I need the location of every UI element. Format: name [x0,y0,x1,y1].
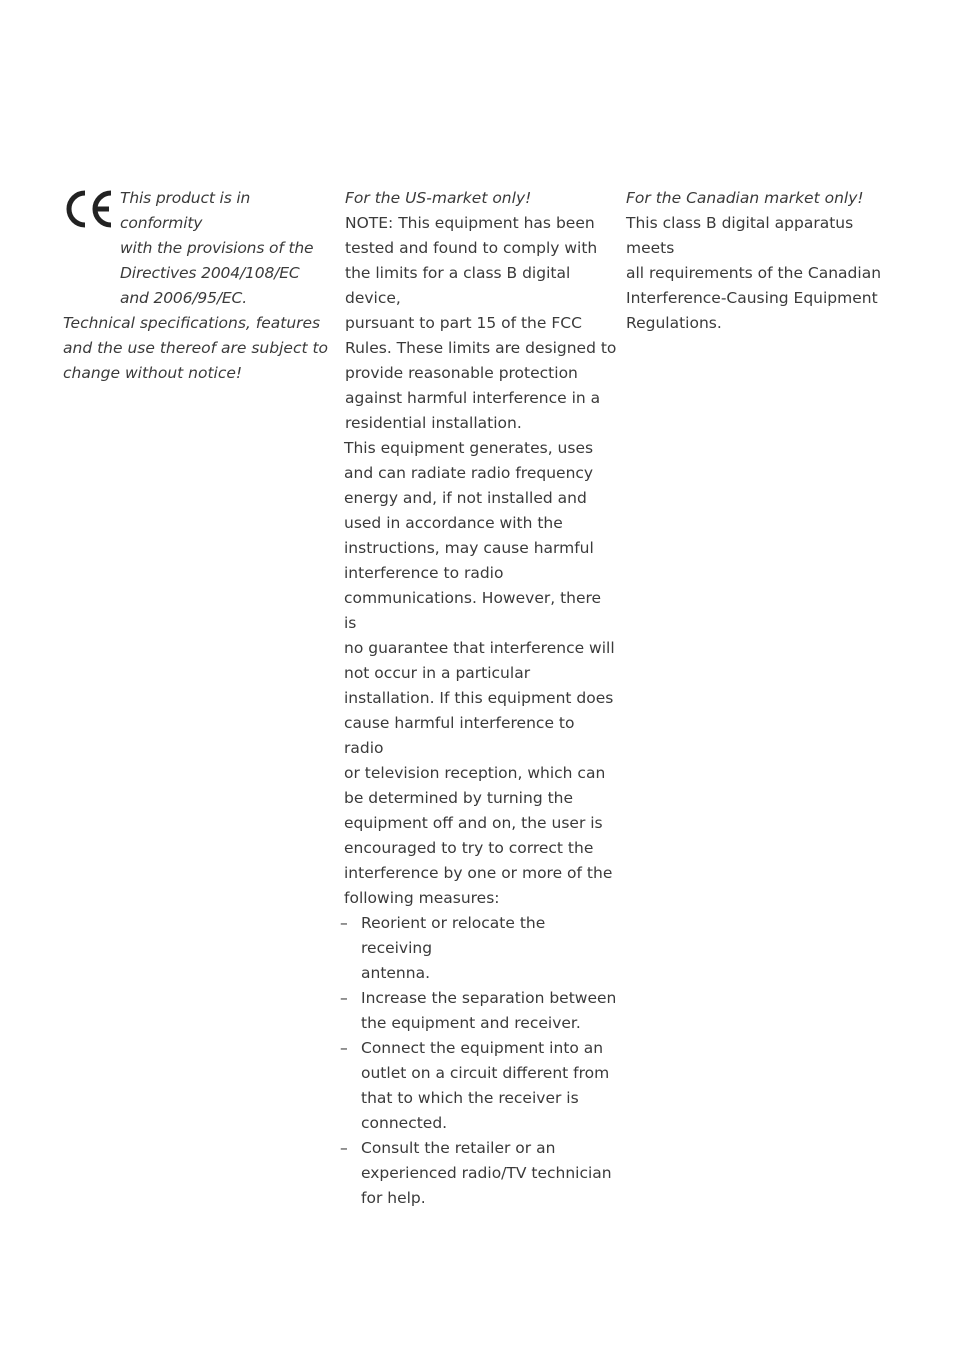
left-column [63,186,331,386]
bullet-dash: – [340,914,348,932]
bullet-dash: – [340,1139,348,1157]
fcc-note-paragraph: NOTE: This equipment has been tested and found to comply with the limits for a class B digital device, pursuant to part 15 of the FCC Rules. These limits are designed to provide reasonable protection against harmful interference in a residential installation. [345,214,617,432]
conformity-statement: This product is in conformity with the provisions of the Directives 2004/108/EC and 2006/95/EC. [120,189,314,307]
measure-text: Increase the separation between the equipment and receiver. [361,989,617,1032]
measure-text: Consult the retailer or an experienced radio/TV technician for help. [361,1139,612,1207]
canadian-market-heading: For the Canadian market only! [626,189,864,207]
ce-mark-icon [63,189,115,229]
measure-text: Connect the equipment into an outlet on a circuit different from that to which the receiver is connected. [361,1039,610,1132]
canadian-compliance-paragraph: This class B digital apparatus meets all requirements of the Canadian Interference-Causing Equipment Regulations. [626,214,882,332]
list-item [340,911,617,986]
list-item [340,1136,617,1211]
interference-paragraph: This equipment generates, uses and can radiate radio frequency energy and, if not installed and used in accordance with the instructions, may cause harmful interference to radio communications. However, there is no guarantee that interference will not occur in a particular installation. If this equipment does cause harmful interference to radio or television reception, which can be determined by turning the equipment off and on, the user is encouraged to try to correct the interference by one or more of the following measures: [344,439,615,907]
us-market-heading: For the US-market only! [345,189,532,207]
list-item [340,986,617,1036]
measure-text: Reorient or relocate the receiving antenna. [361,914,546,982]
change-notice: Technical specifications, features and the use thereof are subject to change without notice! [63,314,329,382]
list-item [340,1036,617,1136]
bullet-dash: – [340,1039,348,1057]
canadian-market-column [626,186,896,336]
us-market-column [340,186,617,1211]
bullet-dash: – [340,989,348,1007]
ce-conformity-block [63,186,331,307]
measures-list [340,911,617,1211]
